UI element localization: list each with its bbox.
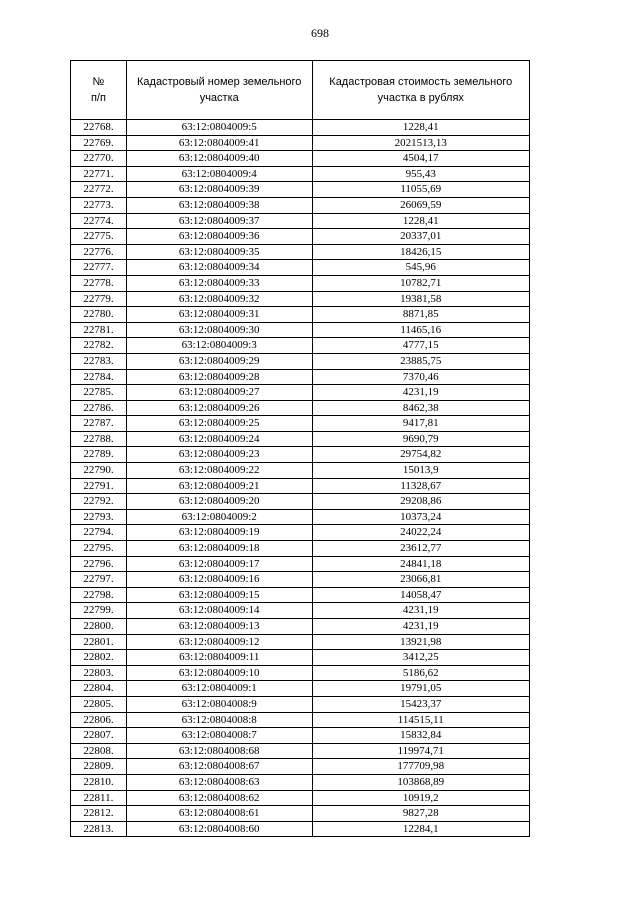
cadastral-value-cell: 15013,9 bbox=[312, 463, 529, 479]
table-row bbox=[71, 743, 530, 759]
table-row bbox=[71, 416, 530, 432]
cadastral-value-cell: 26069,59 bbox=[312, 197, 529, 213]
cadastral-value-cell: 9417,81 bbox=[312, 416, 529, 432]
row-number-cell: 22810. bbox=[71, 774, 127, 790]
header-cadastral-value bbox=[312, 61, 529, 120]
table-row bbox=[71, 182, 530, 198]
cadastral-number-cell: 63:12:0804009:22 bbox=[126, 463, 312, 479]
cadastral-value-cell: 24841,18 bbox=[312, 556, 529, 572]
cadastral-number-cell: 63:12:0804009:39 bbox=[126, 182, 312, 198]
cadastral-value-cell: 18426,15 bbox=[312, 244, 529, 260]
table-row bbox=[71, 790, 530, 806]
table-row bbox=[71, 166, 530, 182]
table-row bbox=[71, 681, 530, 697]
cadastral-value-cell: 15832,84 bbox=[312, 728, 529, 744]
cadastral-value-cell: 11055,69 bbox=[312, 182, 529, 198]
cadastral-value-cell: 29208,86 bbox=[312, 494, 529, 510]
row-number-cell: 22801. bbox=[71, 634, 127, 650]
cadastral-value-cell: 14058,47 bbox=[312, 587, 529, 603]
row-number-cell: 22788. bbox=[71, 431, 127, 447]
cadastral-number-cell: 63:12:0804009:27 bbox=[126, 385, 312, 401]
table-row bbox=[71, 400, 530, 416]
cadastral-number-cell: 63:12:0804009:17 bbox=[126, 556, 312, 572]
header-cadastral-number-label: Кадастровый номер земельного участка bbox=[137, 76, 302, 104]
cadastral-value-cell: 10919,2 bbox=[312, 790, 529, 806]
cadastral-value-cell: 955,43 bbox=[312, 166, 529, 182]
row-number-cell: 22806. bbox=[71, 712, 127, 728]
row-number-cell: 22796. bbox=[71, 556, 127, 572]
cadastral-number-cell: 63:12:0804009:36 bbox=[126, 229, 312, 245]
table-row bbox=[71, 353, 530, 369]
table-row bbox=[71, 821, 530, 837]
cadastral-value-cell: 1228,41 bbox=[312, 213, 529, 229]
row-number-cell: 22774. bbox=[71, 213, 127, 229]
table-row bbox=[71, 728, 530, 744]
cadastral-value-cell: 7370,46 bbox=[312, 369, 529, 385]
table-row bbox=[71, 525, 530, 541]
table-row bbox=[71, 322, 530, 338]
cadastral-value-cell: 177709,98 bbox=[312, 759, 529, 775]
row-number-cell: 22783. bbox=[71, 353, 127, 369]
cadastral-value-cell: 4777,15 bbox=[312, 338, 529, 354]
cadastral-value-cell: 2021513,13 bbox=[312, 135, 529, 151]
row-number-cell: 22808. bbox=[71, 743, 127, 759]
row-number-cell: 22798. bbox=[71, 587, 127, 603]
cadastral-number-cell: 63:12:0804009:11 bbox=[126, 650, 312, 666]
cadastral-value-cell: 29754,82 bbox=[312, 447, 529, 463]
table-row bbox=[71, 385, 530, 401]
cadastral-number-cell: 63:12:0804009:3 bbox=[126, 338, 312, 354]
header-row-number bbox=[71, 61, 127, 120]
row-number-cell: 22795. bbox=[71, 541, 127, 557]
table-row bbox=[71, 447, 530, 463]
cadastral-value-cell: 20337,01 bbox=[312, 229, 529, 245]
table-row bbox=[71, 197, 530, 213]
row-number-cell: 22804. bbox=[71, 681, 127, 697]
row-number-cell: 22800. bbox=[71, 619, 127, 635]
row-number-cell: 22770. bbox=[71, 151, 127, 167]
header-cadastral-value-label: Кадастровая стоимость земельного участка в рублях bbox=[329, 76, 513, 104]
table-row bbox=[71, 634, 530, 650]
table-row bbox=[71, 509, 530, 525]
cadastral-number-cell: 63:12:0804008:61 bbox=[126, 806, 312, 822]
row-number-cell: 22771. bbox=[71, 166, 127, 182]
cadastral-value-cell: 8871,85 bbox=[312, 307, 529, 323]
table-row bbox=[71, 619, 530, 635]
cadastral-number-cell: 63:12:0804009:29 bbox=[126, 353, 312, 369]
table-row bbox=[71, 307, 530, 323]
cadastral-number-cell: 63:12:0804009:21 bbox=[126, 478, 312, 494]
table-row bbox=[71, 463, 530, 479]
row-number-cell: 22781. bbox=[71, 322, 127, 338]
row-number-cell: 22813. bbox=[71, 821, 127, 837]
cadastral-number-cell: 63:12:0804009:12 bbox=[126, 634, 312, 650]
row-number-cell: 22775. bbox=[71, 229, 127, 245]
row-number-cell: 22786. bbox=[71, 400, 127, 416]
cadastral-number-cell: 63:12:0804009:26 bbox=[126, 400, 312, 416]
table-row bbox=[71, 759, 530, 775]
cadastral-number-cell: 63:12:0804008:60 bbox=[126, 821, 312, 837]
table-row bbox=[71, 650, 530, 666]
table-row bbox=[71, 229, 530, 245]
row-number-cell: 22777. bbox=[71, 260, 127, 276]
row-number-cell: 22768. bbox=[71, 120, 127, 136]
cadastral-value-cell: 4231,19 bbox=[312, 385, 529, 401]
cadastral-value-cell: 11328,67 bbox=[312, 478, 529, 494]
cadastral-number-cell: 63:12:0804009:40 bbox=[126, 151, 312, 167]
header-row-number-label: № п/п bbox=[90, 76, 106, 104]
cadastral-number-cell: 63:12:0804008:62 bbox=[126, 790, 312, 806]
row-number-cell: 22802. bbox=[71, 650, 127, 666]
row-number-cell: 22776. bbox=[71, 244, 127, 260]
table-row bbox=[71, 587, 530, 603]
row-number-cell: 22807. bbox=[71, 728, 127, 744]
cadastral-number-cell: 63:12:0804009:31 bbox=[126, 307, 312, 323]
cadastral-number-cell: 63:12:0804008:7 bbox=[126, 728, 312, 744]
row-number-cell: 22778. bbox=[71, 275, 127, 291]
row-number-cell: 22805. bbox=[71, 696, 127, 712]
table-row bbox=[71, 291, 530, 307]
cadastral-number-cell: 63:12:0804009:13 bbox=[126, 619, 312, 635]
cadastral-value-cell: 23885,75 bbox=[312, 353, 529, 369]
table-row bbox=[71, 806, 530, 822]
table-row bbox=[71, 494, 530, 510]
cadastral-value-cell: 19791,05 bbox=[312, 681, 529, 697]
table-row bbox=[71, 275, 530, 291]
row-number-cell: 22792. bbox=[71, 494, 127, 510]
cadastral-number-cell: 63:12:0804009:4 bbox=[126, 166, 312, 182]
cadastral-value-cell: 24022,24 bbox=[312, 525, 529, 541]
row-number-cell: 22803. bbox=[71, 665, 127, 681]
cadastral-value-cell: 1228,41 bbox=[312, 120, 529, 136]
row-number-cell: 22791. bbox=[71, 478, 127, 494]
table-row bbox=[71, 712, 530, 728]
table-row bbox=[71, 665, 530, 681]
cadastral-value-cell: 10373,24 bbox=[312, 509, 529, 525]
cadastral-number-cell: 63:12:0804009:34 bbox=[126, 260, 312, 276]
cadastral-value-cell: 13921,98 bbox=[312, 634, 529, 650]
cadastral-value-cell: 9690,79 bbox=[312, 431, 529, 447]
page-number: 698 bbox=[311, 26, 329, 40]
cadastral-number-cell: 63:12:0804009:25 bbox=[126, 416, 312, 432]
cadastral-value-cell: 12284,1 bbox=[312, 821, 529, 837]
row-number-cell: 22780. bbox=[71, 307, 127, 323]
cadastral-value-cell: 23066,81 bbox=[312, 572, 529, 588]
table-row bbox=[71, 338, 530, 354]
row-number-cell: 22772. bbox=[71, 182, 127, 198]
cadastral-value-cell: 114515,11 bbox=[312, 712, 529, 728]
cadastral-value-cell: 3412,25 bbox=[312, 650, 529, 666]
cadastral-value-cell: 4231,19 bbox=[312, 603, 529, 619]
table-row bbox=[71, 213, 530, 229]
table-row bbox=[71, 603, 530, 619]
cadastral-number-cell: 63:12:0804009:15 bbox=[126, 587, 312, 603]
table-row bbox=[71, 572, 530, 588]
cadastral-number-cell: 63:12:0804008:8 bbox=[126, 712, 312, 728]
table-row bbox=[71, 431, 530, 447]
cadastral-value-cell: 545,96 bbox=[312, 260, 529, 276]
table-row bbox=[71, 151, 530, 167]
cadastral-number-cell: 63:12:0804008:9 bbox=[126, 696, 312, 712]
cadastral-value-cell: 19381,58 bbox=[312, 291, 529, 307]
table-row bbox=[71, 696, 530, 712]
cadastral-number-cell: 63:12:0804008:68 bbox=[126, 743, 312, 759]
cadastral-number-cell: 63:12:0804009:28 bbox=[126, 369, 312, 385]
cadastral-value-cell: 103868,89 bbox=[312, 774, 529, 790]
cadastral-number-cell: 63:12:0804009:10 bbox=[126, 665, 312, 681]
cadastral-number-cell: 63:12:0804009:41 bbox=[126, 135, 312, 151]
row-number-cell: 22812. bbox=[71, 806, 127, 822]
row-number-cell: 22782. bbox=[71, 338, 127, 354]
row-number-cell: 22784. bbox=[71, 369, 127, 385]
cadastral-number-cell: 63:12:0804009:18 bbox=[126, 541, 312, 557]
cadastral-number-cell: 63:12:0804008:67 bbox=[126, 759, 312, 775]
row-number-cell: 22769. bbox=[71, 135, 127, 151]
table-row bbox=[71, 369, 530, 385]
cadastral-number-cell: 63:12:0804009:33 bbox=[126, 275, 312, 291]
cadastral-number-cell: 63:12:0804008:63 bbox=[126, 774, 312, 790]
row-number-cell: 22811. bbox=[71, 790, 127, 806]
table-row bbox=[71, 478, 530, 494]
cadastral-number-cell: 63:12:0804009:2 bbox=[126, 509, 312, 525]
row-number-cell: 22797. bbox=[71, 572, 127, 588]
cadastral-number-cell: 63:12:0804009:37 bbox=[126, 213, 312, 229]
cadastral-value-cell: 119974,71 bbox=[312, 743, 529, 759]
cadastral-number-cell: 63:12:0804009:23 bbox=[126, 447, 312, 463]
row-number-cell: 22794. bbox=[71, 525, 127, 541]
cadastral-value-cell: 10782,71 bbox=[312, 275, 529, 291]
cadastral-value-cell: 8462,38 bbox=[312, 400, 529, 416]
cadastral-value-cell: 5186,62 bbox=[312, 665, 529, 681]
table-body bbox=[71, 120, 530, 837]
row-number-cell: 22799. bbox=[71, 603, 127, 619]
cadastral-number-cell: 63:12:0804009:19 bbox=[126, 525, 312, 541]
cadastral-number-cell: 63:12:0804009:32 bbox=[126, 291, 312, 307]
cadastral-number-cell: 63:12:0804009:16 bbox=[126, 572, 312, 588]
table-row bbox=[71, 120, 530, 136]
table-header-row bbox=[71, 61, 530, 120]
row-number-cell: 22790. bbox=[71, 463, 127, 479]
cadastral-number-cell: 63:12:0804009:20 bbox=[126, 494, 312, 510]
table-row bbox=[71, 774, 530, 790]
cadastral-value-cell: 11465,16 bbox=[312, 322, 529, 338]
row-number-cell: 22787. bbox=[71, 416, 127, 432]
cadastral-value-cell: 9827,28 bbox=[312, 806, 529, 822]
row-number-cell: 22809. bbox=[71, 759, 127, 775]
table-row bbox=[71, 135, 530, 151]
row-number-cell: 22779. bbox=[71, 291, 127, 307]
header-cadastral-number bbox=[126, 61, 312, 120]
cadastral-value-cell: 23612,77 bbox=[312, 541, 529, 557]
table-row bbox=[71, 260, 530, 276]
row-number-cell: 22785. bbox=[71, 385, 127, 401]
cadastral-number-cell: 63:12:0804009:30 bbox=[126, 322, 312, 338]
table-row bbox=[71, 556, 530, 572]
cadastral-value-cell: 4504,17 bbox=[312, 151, 529, 167]
table-row bbox=[71, 541, 530, 557]
cadastral-number-cell: 63:12:0804009:5 bbox=[126, 120, 312, 136]
cadastral-number-cell: 63:12:0804009:1 bbox=[126, 681, 312, 697]
cadastral-number-cell: 63:12:0804009:38 bbox=[126, 197, 312, 213]
cadastral-value-cell: 15423,37 bbox=[312, 696, 529, 712]
cadastral-value-cell: 4231,19 bbox=[312, 619, 529, 635]
cadastral-number-cell: 63:12:0804009:14 bbox=[126, 603, 312, 619]
cadastral-number-cell: 63:12:0804009:35 bbox=[126, 244, 312, 260]
row-number-cell: 22773. bbox=[71, 197, 127, 213]
row-number-cell: 22793. bbox=[71, 509, 127, 525]
table-row bbox=[71, 244, 530, 260]
row-number-cell: 22789. bbox=[71, 447, 127, 463]
cadastral-value-table bbox=[70, 60, 530, 837]
cadastral-number-cell: 63:12:0804009:24 bbox=[126, 431, 312, 447]
